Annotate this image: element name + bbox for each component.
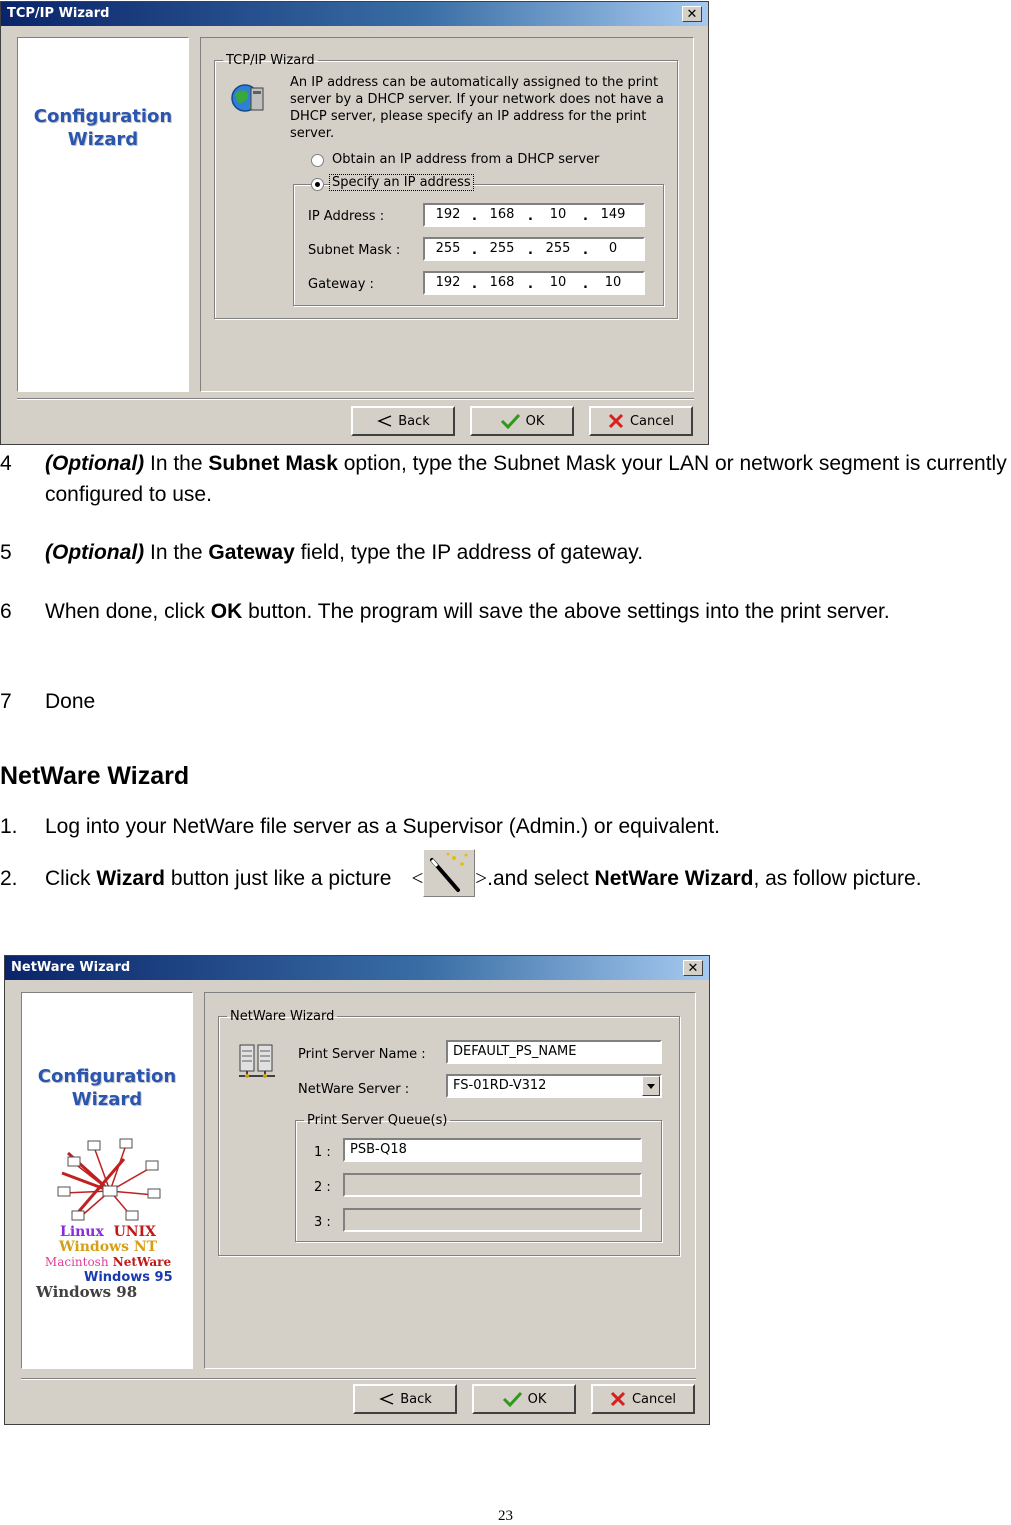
- close-button[interactable]: [683, 960, 703, 976]
- close-button[interactable]: [682, 6, 702, 22]
- dialog-title-bar[interactable]: [1, 2, 708, 26]
- ok-button[interactable]: [470, 406, 574, 436]
- back-arrow-icon: [376, 415, 392, 427]
- step-number: 4: [0, 452, 12, 475]
- ip-octet: 192: [435, 275, 461, 290]
- cancel-label: Cancel: [629, 413, 675, 429]
- step-number: 2.: [0, 867, 18, 890]
- wizard-main-panel: [204, 992, 696, 1369]
- chevron-down-icon[interactable]: [642, 1076, 660, 1096]
- octet-dot: .: [583, 277, 588, 292]
- checkmark-icon: [500, 413, 520, 429]
- back-arrow-icon: [378, 1393, 394, 1405]
- octet-dot: .: [583, 209, 588, 224]
- octet-dot: .: [528, 243, 533, 258]
- specify-ip-radio[interactable]: [311, 178, 324, 191]
- netware-server-label: NetWare Server :: [298, 1082, 410, 1097]
- back-label: Back: [398, 413, 430, 429]
- step-number: 6: [0, 600, 12, 623]
- dialog-title: NetWare Wizard: [11, 960, 131, 975]
- step-4: [0, 448, 1010, 512]
- step-text: Click Wizard button just like a picture < >.and select NetWare Wizard, as follow picture.: [45, 863, 1010, 897]
- netware-server-select[interactable]: [446, 1074, 662, 1098]
- ok-button[interactable]: [472, 1384, 576, 1414]
- dhcp-option-label[interactable]: Obtain an IP address from a DHCP server: [332, 152, 600, 167]
- step-text: When done, click OK button. The program will save the above settings into the print server.: [45, 600, 890, 623]
- queue-input-3[interactable]: [343, 1208, 642, 1232]
- ip-address-label: IP Address :: [308, 209, 385, 224]
- dialog-title: TCP/IP Wizard: [7, 6, 110, 21]
- step-number: 7: [0, 690, 12, 713]
- dhcp-radio[interactable]: [311, 154, 324, 167]
- dialog-title-bar[interactable]: [5, 956, 709, 980]
- back-label: Back: [400, 1391, 432, 1407]
- tcpip-wizard-dialog: [0, 1, 709, 445]
- step-6: [0, 596, 1010, 660]
- ip-address-field[interactable]: [423, 203, 645, 227]
- ok-label: OK: [527, 1391, 547, 1407]
- button-separator: [17, 398, 694, 400]
- specify-ip-option-label[interactable]: Specify an IP address: [332, 175, 471, 190]
- network-topology-icon: [54, 1133, 164, 1223]
- step-text: Log into your NetWare file server as a Supervisor (Admin.) or equivalent.: [45, 815, 721, 838]
- cancel-x-icon: [608, 413, 624, 429]
- page-number: 23: [498, 1508, 513, 1524]
- octet-dot: .: [583, 243, 588, 258]
- wizard-main-panel: [200, 37, 694, 392]
- print-server-name-input[interactable]: DEFAULT_PS_NAME: [446, 1040, 662, 1064]
- ip-octet: 149: [600, 207, 626, 222]
- network-globe-icon: [229, 80, 265, 116]
- button-separator: [21, 1378, 696, 1380]
- ip-octet: 255: [435, 241, 461, 256]
- netware-wizard-dialog: [4, 955, 710, 1425]
- back-button[interactable]: [353, 1384, 457, 1414]
- ip-octet: 192: [435, 207, 461, 222]
- netware-group-title: NetWare Wizard: [230, 1009, 335, 1024]
- gateway-label: Gateway :: [308, 277, 374, 292]
- section-heading: NetWare Wizard: [0, 762, 190, 790]
- queue-input-2[interactable]: [343, 1173, 642, 1197]
- octet-dot: .: [472, 277, 477, 292]
- octet-dot: .: [528, 277, 533, 292]
- close-icon: ✕: [686, 7, 698, 22]
- subnet-mask-field[interactable]: [423, 237, 645, 261]
- queue-label: 3 :: [314, 1215, 331, 1230]
- ip-octet: 10: [604, 275, 622, 290]
- configuration-wizard-logo: Configuration Wizard: [37, 1066, 177, 1110]
- cancel-label: Cancel: [631, 1391, 677, 1407]
- octet-dot: .: [528, 209, 533, 224]
- step-7: [0, 686, 1010, 718]
- gateway-field[interactable]: [423, 271, 645, 295]
- queue-group-title: Print Server Queue(s): [307, 1113, 448, 1128]
- step-5: [0, 537, 1010, 569]
- back-button[interactable]: [351, 406, 455, 436]
- checkmark-icon: [502, 1391, 522, 1407]
- wizard-side-panel: [21, 992, 193, 1369]
- ip-octet: 0: [608, 241, 618, 256]
- cancel-x-icon: [610, 1391, 626, 1407]
- step-text: Done: [45, 690, 96, 713]
- close-icon: ✕: [687, 961, 699, 976]
- cancel-button[interactable]: [589, 406, 693, 436]
- octet-dot: .: [472, 243, 477, 258]
- ip-octet: 10: [549, 275, 567, 290]
- netware-step-2: [0, 863, 1010, 927]
- magic-wand-icon: [423, 849, 475, 897]
- step-text: (Optional) In the Subnet Mask option, type the Subnet Mask your LAN or network segment is currently configured to use.: [45, 452, 1007, 506]
- tcpip-group-title: TCP/IP Wizard: [226, 53, 315, 68]
- queue-input-1[interactable]: PSB-Q18: [343, 1138, 642, 1162]
- ip-octet: 255: [545, 241, 571, 256]
- step-number: 1.: [0, 815, 18, 838]
- radio-selected-dot: [315, 182, 320, 187]
- configuration-wizard-logo: Configuration Wizard: [33, 106, 173, 150]
- wizard-side-panel: [17, 37, 189, 392]
- octet-dot: .: [472, 209, 477, 224]
- subnet-mask-label: Subnet Mask :: [308, 243, 401, 258]
- print-server-name-label: Print Server Name :: [298, 1047, 426, 1062]
- netware-server-value: FS-01RD-V312: [453, 1078, 547, 1093]
- ip-octet: 168: [489, 207, 515, 222]
- print-server-icon: [237, 1041, 277, 1081]
- step-text: (Optional) In the Gateway field, type the IP address of gateway.: [45, 541, 644, 564]
- netware-step-1: [0, 811, 1010, 843]
- cancel-button[interactable]: [591, 1384, 695, 1414]
- dhcp-description: An IP address can be automatically assigned to the print server by a DHCP server. If your network does not have a DHCP server, please specify an IP address for the print server.: [290, 75, 664, 141]
- ip-octet: 255: [489, 241, 515, 256]
- os-names-logo: Linux UNIX Windows NT Macintosh NetWare Windows 95 Windows 98: [36, 1224, 173, 1301]
- ok-label: OK: [525, 413, 545, 429]
- step-number: 5: [0, 541, 12, 564]
- queue-label: 2 :: [314, 1180, 331, 1195]
- ip-octet: 168: [489, 275, 515, 290]
- queue-label: 1 :: [314, 1145, 331, 1160]
- ip-octet: 10: [549, 207, 567, 222]
